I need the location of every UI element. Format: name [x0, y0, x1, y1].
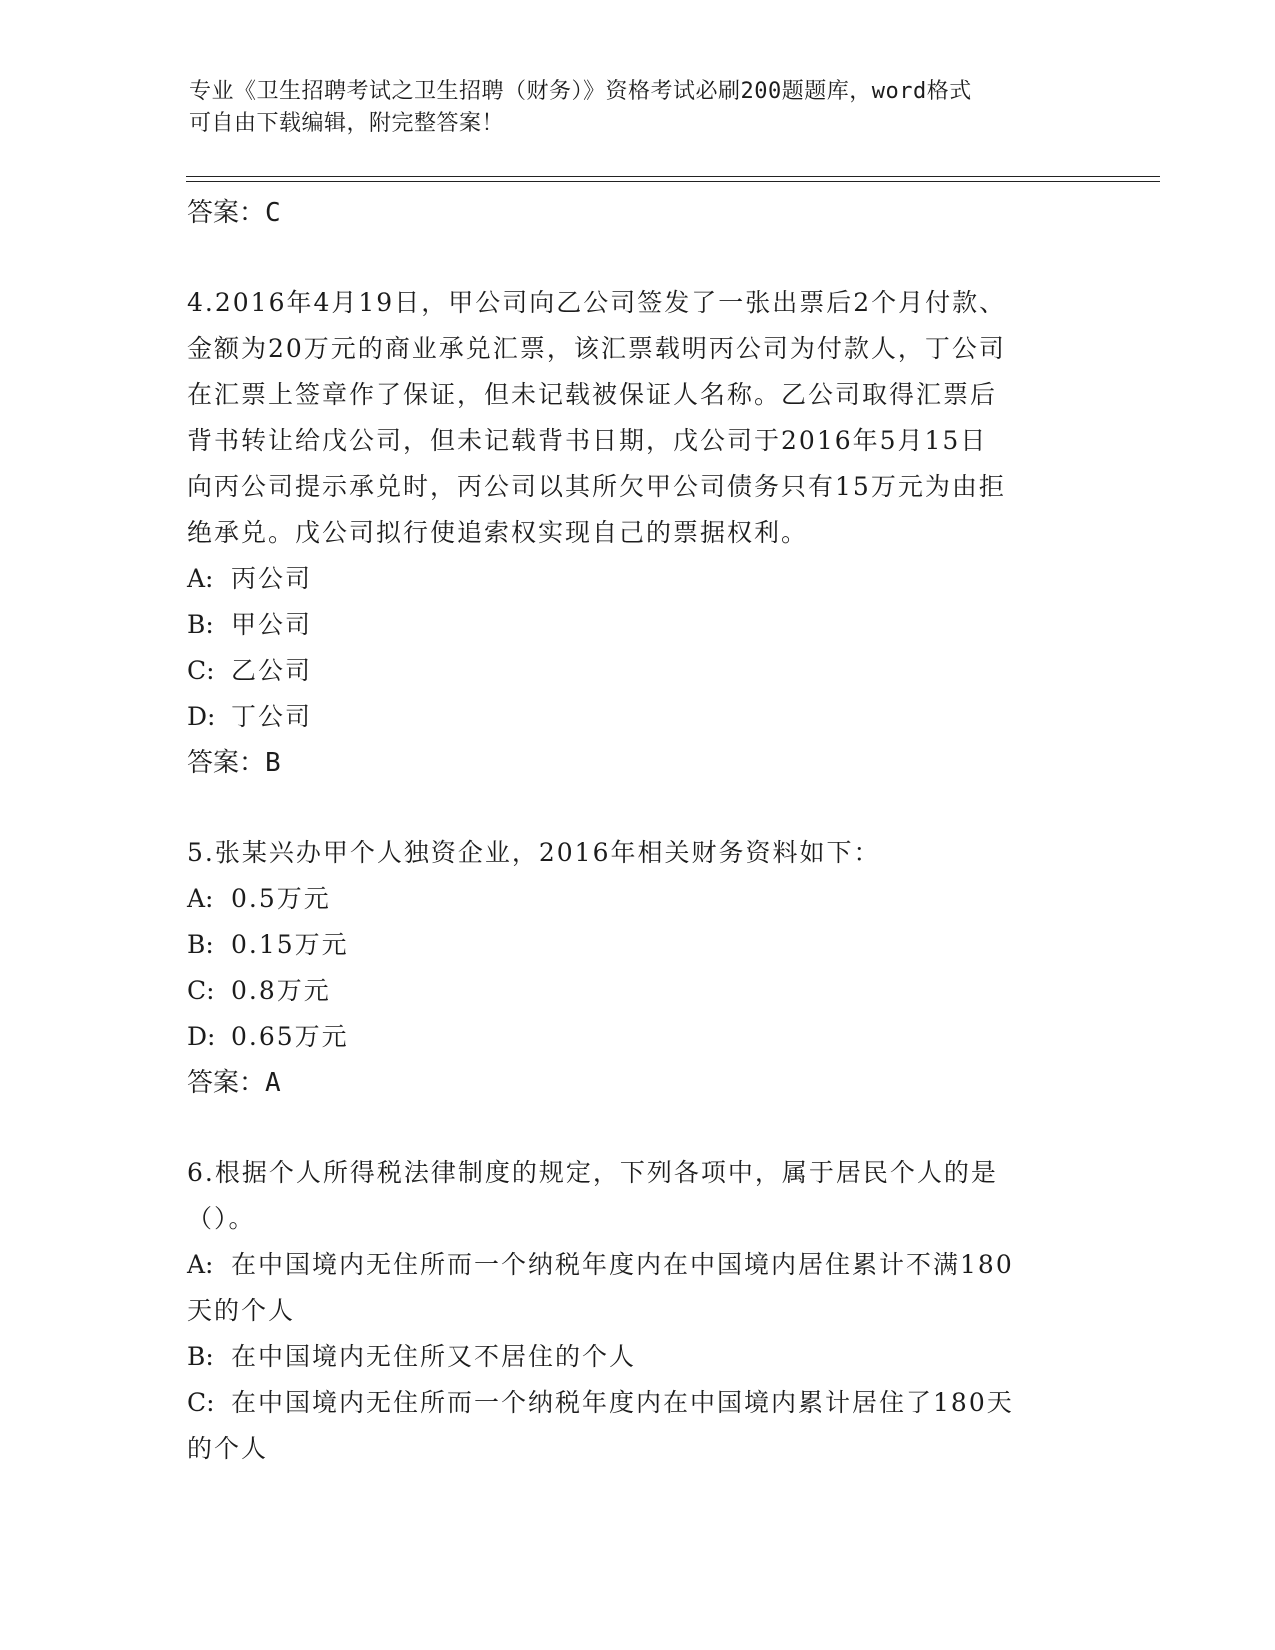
question-text-line: 背书转让给戊公司，但未记载背书日期，戊公司于2016年5月15日 — [187, 426, 988, 455]
option-c — [187, 648, 1087, 694]
option-d — [187, 694, 1087, 740]
option-key: C: — [187, 656, 215, 685]
header-divider-top — [186, 176, 1160, 177]
option-c-continued — [187, 1426, 1087, 1472]
previous-answer: 答案：C — [187, 198, 281, 228]
answer-line: 答案：A — [187, 1068, 281, 1098]
option-key: C: — [187, 976, 215, 1005]
question-text-line: 4.2016年4月19日，甲公司向乙公司签发了一张出票后2个月付款、 — [187, 288, 1007, 317]
option-text: 0.5万元 — [231, 884, 331, 913]
option-c — [187, 1380, 1087, 1426]
option-c — [187, 968, 1087, 1014]
header-line-1: 专业《卫生招聘考试之卫生招聘（财务）》资格考试必刷200题题库，word格式 — [189, 79, 972, 104]
question-text-line: 金额为20万元的商业承兑汇票，该汇票载明丙公司为付款人，丁公司 — [187, 334, 1006, 363]
option-key: B: — [187, 930, 214, 959]
question-text-line: 绝承兑。戊公司拟行使追索权实现自己的票据权利。 — [187, 518, 809, 547]
option-d — [187, 1014, 1087, 1060]
spacer — [187, 1106, 1087, 1150]
option-key: A: — [187, 1250, 214, 1279]
document-header — [189, 76, 1089, 140]
question-item — [187, 1150, 1087, 1472]
question-text-line: 5.张某兴办甲个人独资企业，2016年相关财务资料如下： — [187, 838, 881, 867]
answer-line: 答案：B — [187, 748, 281, 778]
option-text: 在中国境内无住所而一个纳税年度内在中国境内居住累计不满180 — [231, 1250, 1014, 1279]
option-text: 0.8万元 — [231, 976, 331, 1005]
question-text-line: 在汇票上签章作了保证，但未记载被保证人名称。乙公司取得汇票后 — [187, 380, 998, 409]
option-a — [187, 876, 1087, 922]
option-key: A: — [187, 884, 214, 913]
spacer — [187, 786, 1087, 830]
option-text: 0.65万元 — [231, 1022, 349, 1051]
spacer — [187, 236, 1087, 280]
option-key: A: — [187, 564, 214, 593]
question-text-line: （）。 — [187, 1204, 256, 1233]
question-item — [187, 280, 1087, 786]
option-key: D: — [187, 1022, 216, 1051]
option-text: 在中国境内无住所而一个纳税年度内在中国境内累计居住了180天 — [231, 1388, 1014, 1417]
option-a-continued — [187, 1288, 1087, 1334]
option-text: 的个人 — [187, 1434, 269, 1463]
option-key: D: — [187, 702, 216, 731]
option-text: 丁公司 — [231, 702, 313, 731]
option-b — [187, 602, 1087, 648]
option-key: C: — [187, 1388, 215, 1417]
option-a — [187, 1242, 1087, 1288]
question-item — [187, 830, 1087, 1106]
option-key: B: — [187, 610, 214, 639]
option-b — [187, 922, 1087, 968]
option-key: B: — [187, 1342, 214, 1371]
question-list — [187, 190, 1087, 1472]
option-b — [187, 1334, 1087, 1380]
option-text: 甲公司 — [231, 610, 313, 639]
option-text: 丙公司 — [231, 564, 313, 593]
option-a — [187, 556, 1087, 602]
question-text-line: 向丙公司提示承兑时，丙公司以其所欠甲公司债务只有15万元为由拒 — [187, 472, 1006, 501]
header-divider-bottom — [186, 181, 1160, 182]
option-text: 0.15万元 — [231, 930, 349, 959]
option-text: 乙公司 — [231, 656, 313, 685]
header-line-2: 可自由下载编辑，附完整答案！ — [189, 111, 505, 136]
question-text-line: 6.根据个人所得税法律制度的规定，下列各项中，属于居民个人的是 — [187, 1158, 998, 1187]
option-text: 天的个人 — [187, 1296, 296, 1325]
option-text: 在中国境内无住所又不居住的个人 — [231, 1342, 637, 1371]
